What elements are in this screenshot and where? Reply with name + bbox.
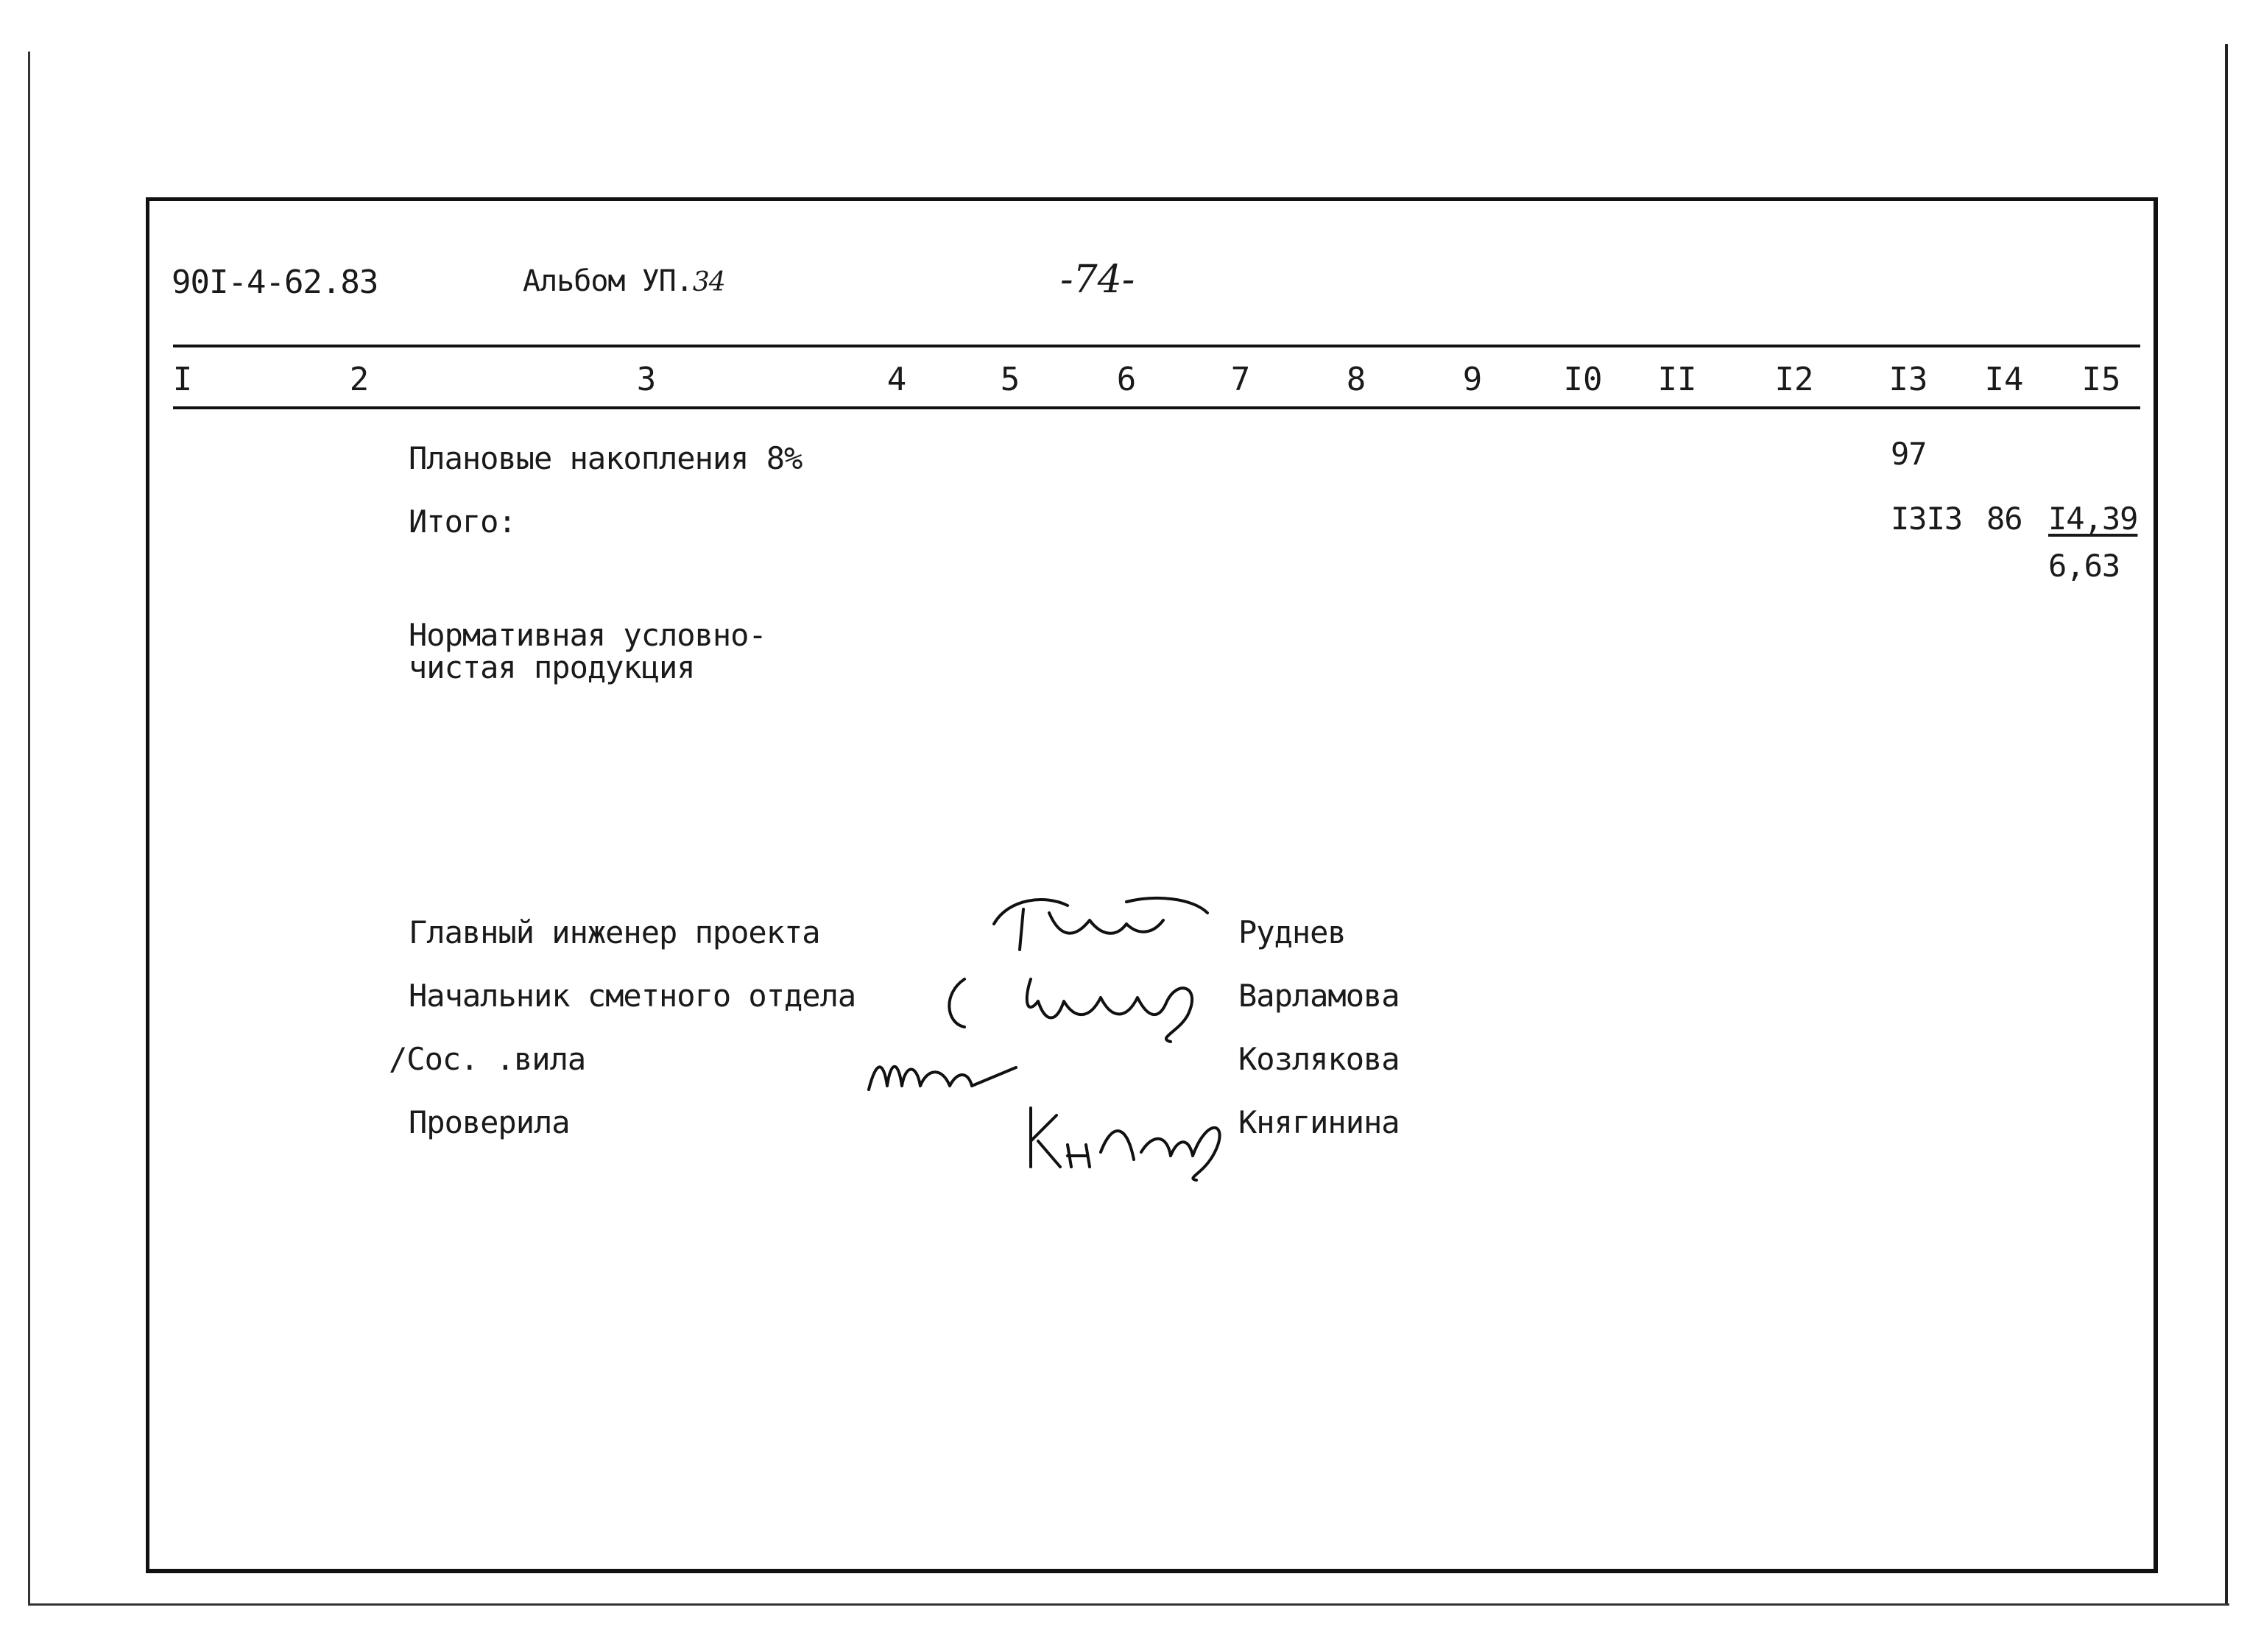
doc-code: 90I-4-62.83 [172, 264, 378, 301]
scan-margin-bottom [28, 1603, 2229, 1606]
row-total-label: Итого: [409, 504, 516, 540]
signature-mark-estimate-head [935, 957, 1230, 1045]
signature-name-compiler: Козлякова [1238, 1041, 1400, 1077]
row-total-col15-bottom: 6,63 [2048, 548, 2120, 584]
column-number-9: 9 [1462, 361, 1483, 398]
column-number-12: I2 [1774, 361, 1814, 398]
column-number-15: I5 [2081, 361, 2121, 398]
row-total-col14: 86 [1986, 501, 2022, 537]
album-title: Альбом УП. [523, 264, 693, 298]
row-total-col15-top: I4,39 [2048, 501, 2138, 537]
row-planned-col13: 97 [1891, 436, 1927, 472]
column-number-10: I0 [1563, 361, 1603, 398]
signature-role-chief-engineer: Главный инженер проекта [409, 914, 820, 950]
signature-role-checker: Проверила [409, 1104, 570, 1140]
column-number-4: 4 [886, 361, 907, 398]
signature-name-checker: Княгинина [1238, 1104, 1400, 1140]
column-number-2: 2 [349, 361, 370, 398]
column-number-11: II [1657, 361, 1697, 398]
scan-margin-left [28, 52, 30, 1605]
column-number-5: 5 [1000, 361, 1020, 398]
table-header-top-rule [173, 345, 2140, 347]
column-number-14: I4 [1984, 361, 2024, 398]
signature-name-chief-engineer: Руднев [1238, 914, 1346, 950]
page-number: -74- [1060, 258, 1135, 302]
album-number: 34 [692, 267, 725, 297]
signature-name-estimate-head: Варламова [1238, 978, 1400, 1014]
column-number-6: 6 [1116, 361, 1137, 398]
column-number-7: 7 [1230, 361, 1251, 398]
column-number-8: 8 [1346, 361, 1366, 398]
row-normative-label-line2: чистая продукция [409, 649, 695, 685]
signature-mark-compiler [861, 1045, 1023, 1104]
row-planned-label: Плановые накопления 8% [409, 440, 803, 476]
column-number-13: I3 [1888, 361, 1928, 398]
album-label [523, 266, 725, 296]
table-header-bottom-rule [173, 406, 2140, 409]
signature-mark-chief-engineer [979, 880, 1222, 968]
signature-mark-checker [1023, 1093, 1237, 1182]
scan-margin-right [2225, 44, 2228, 1605]
signature-role-estimate-head: Начальник сметного отдела [409, 978, 856, 1014]
signature-role-compiler: /Сос. .вила [389, 1041, 586, 1077]
row-total-col13: I3I3 [1891, 501, 1963, 537]
row-normative-label-line1: Нормативная условно- [409, 617, 766, 653]
column-number-3: 3 [636, 361, 657, 398]
column-number-1: I [172, 361, 193, 398]
